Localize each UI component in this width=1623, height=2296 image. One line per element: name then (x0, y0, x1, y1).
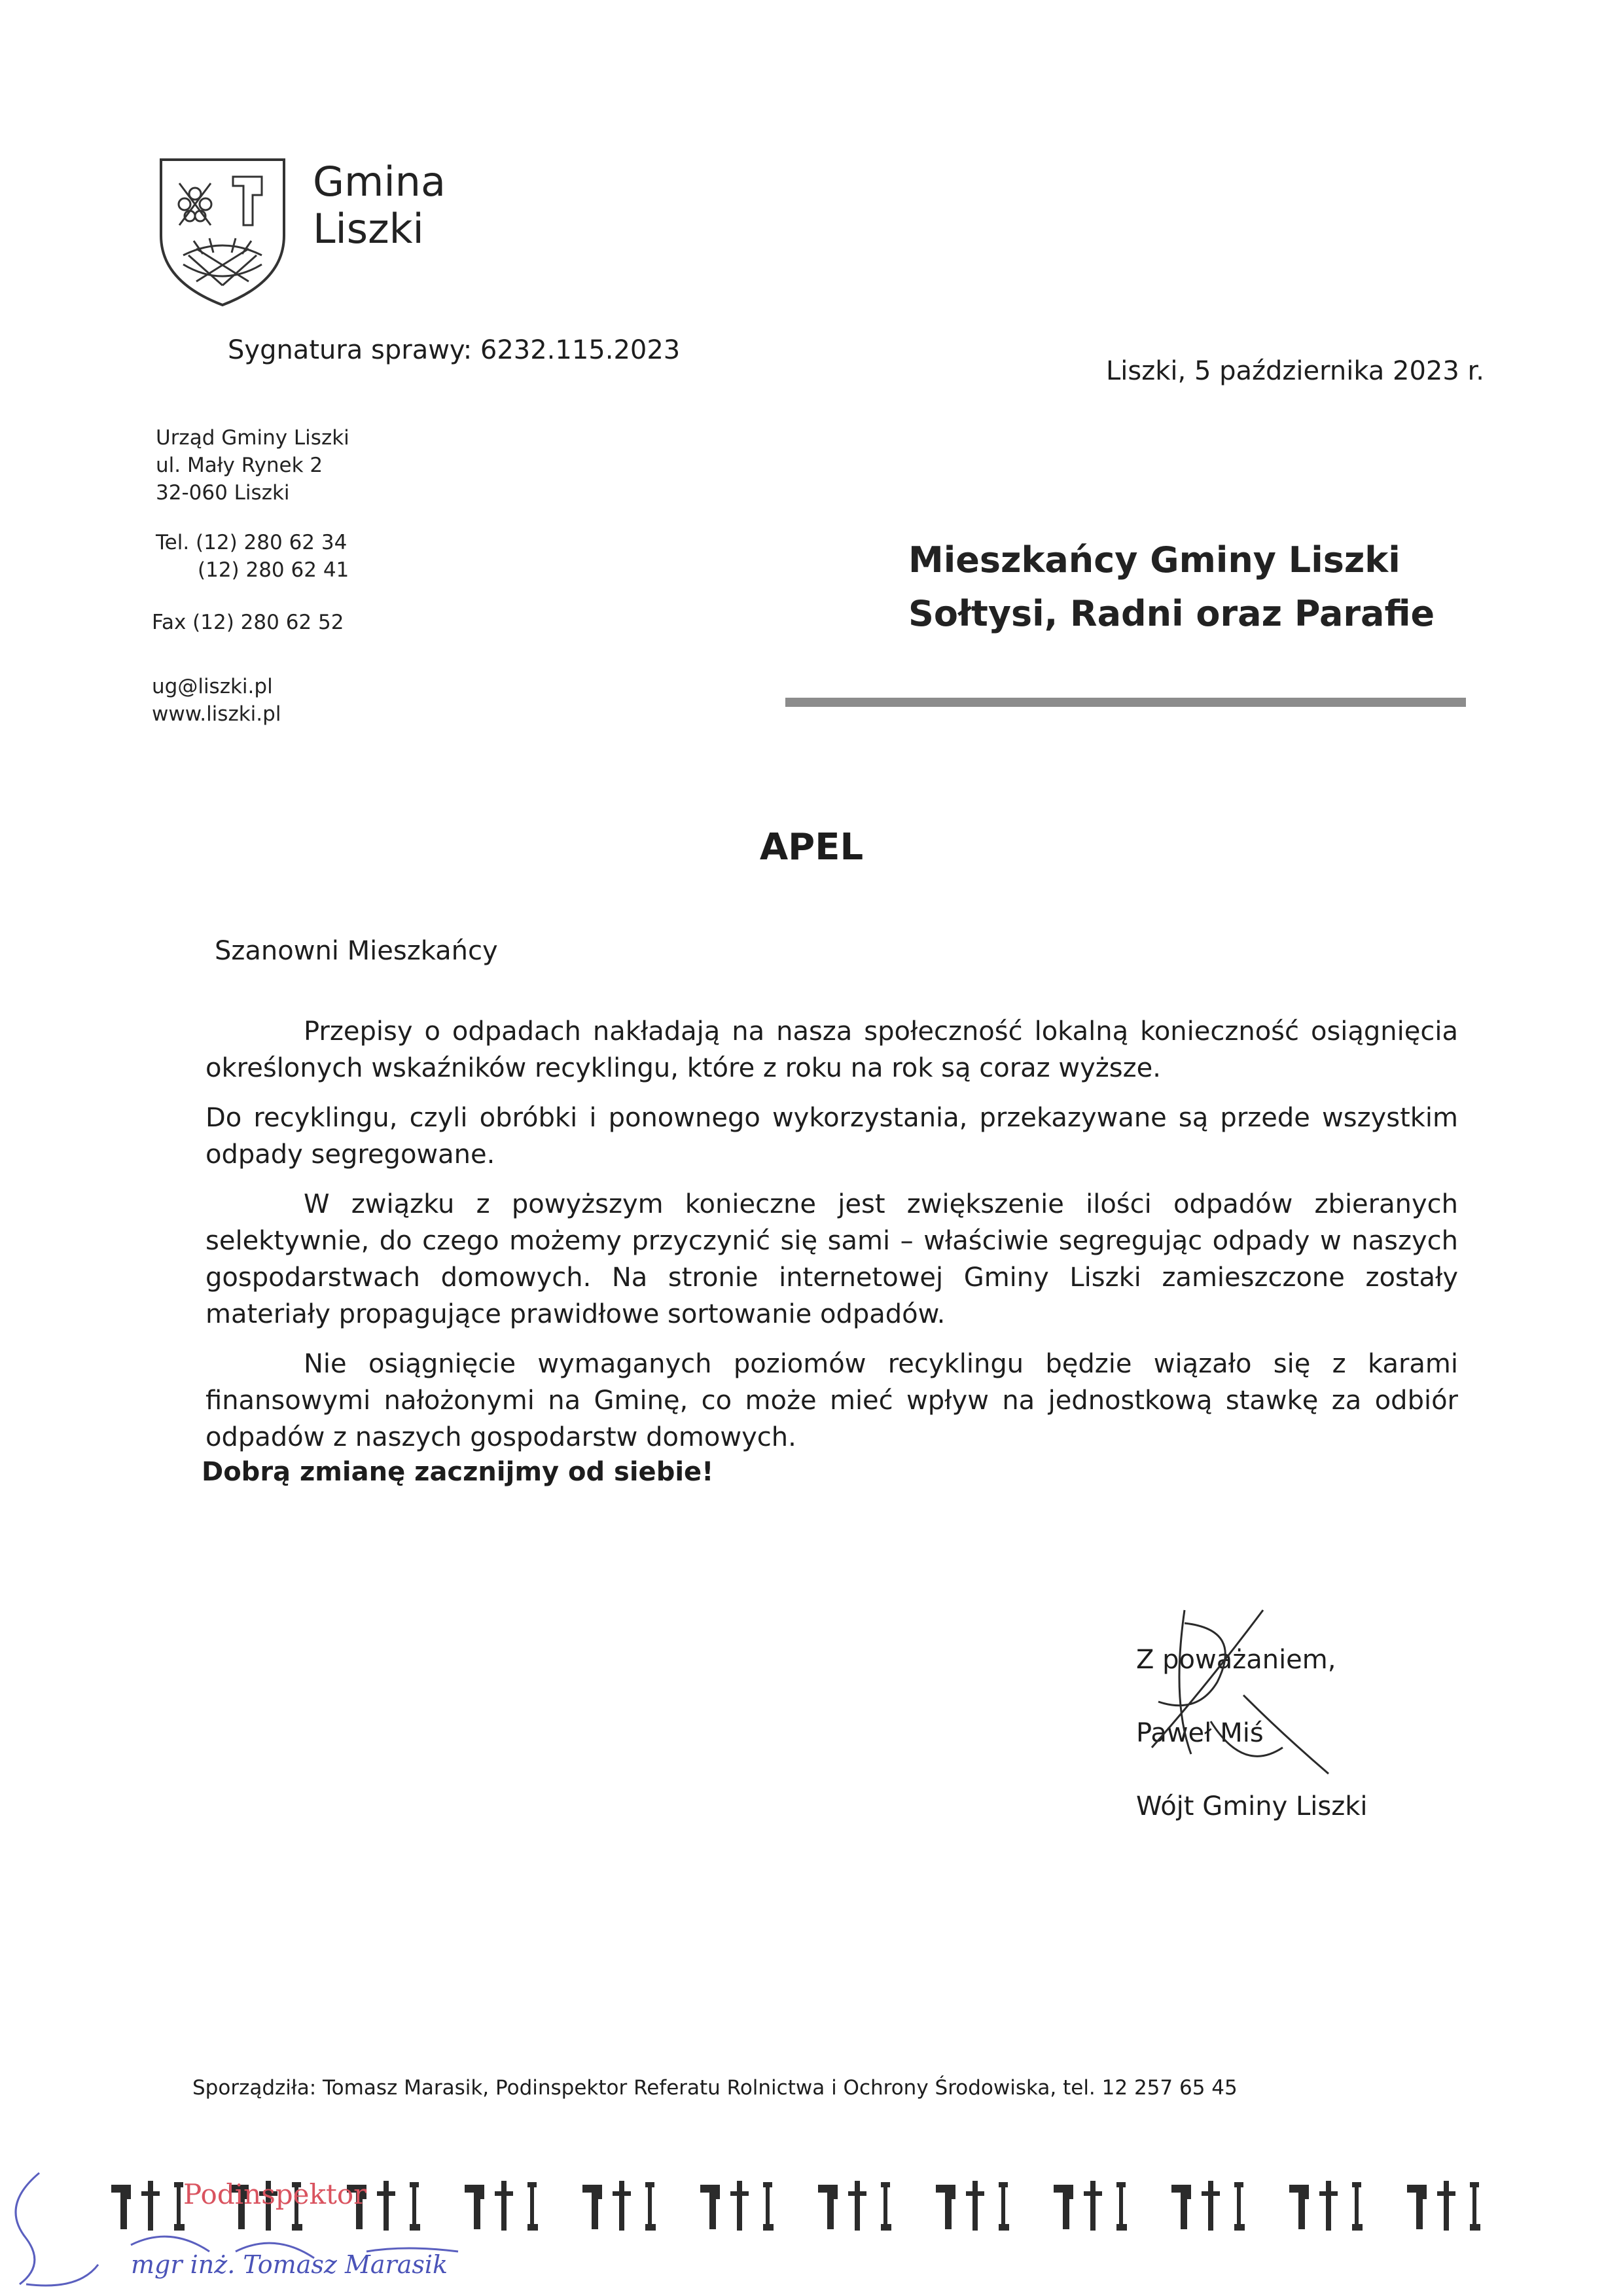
prepared-by: Sporządziła: Tomasz Marasik, Podinspektor Referatu Rolnictwa i Ochrony Środowiska, tel. 12 257 65 45 (192, 2076, 1238, 2100)
address-tel-1: Tel. (12) 280 62 34 (156, 531, 348, 554)
address-street: ul. Mały Rynek 2 (156, 454, 323, 477)
letter-title: APEL (759, 826, 864, 869)
paragraph: Przepisy o odpadach nakładają na nasza społeczność lokalną konieczność osiągnięcia określonych wskaźników recyklingu, które z roku na rok są coraz wyższe. (205, 1016, 1458, 1083)
letter-closing: Dobrą zmianę zacznijmy od siebie! (202, 1457, 714, 1487)
recipients (908, 533, 1435, 641)
signature-regards: Z poważaniem, (1136, 1645, 1336, 1675)
address-www: www.liszki.pl (152, 702, 281, 726)
handwritten-signature (1113, 1584, 1361, 1800)
letter-greeting: Szanowni Mieszkańcy (215, 936, 498, 966)
address-city: 32-060 Liszki (156, 481, 290, 505)
stamp-title: Podinspektor (183, 2178, 367, 2210)
signature-name: Paweł Miś (1136, 1718, 1264, 1748)
brand-line-2: Liszki (313, 205, 424, 253)
paragraph: Do recyklingu, czyli obróbki i ponownego wykorzystania, przekazywane są przede wszystkim odpady segregowane. (205, 1103, 1458, 1170)
paragraph: Nie osiągnięcie wymaganych poziomów recyklingu będzie wiązało się z karami finansowymi nałożonymi na Gminę, co może mieć wpływ na jednostkową stawkę za odbiór odpadów z naszych gospodarstw domowych. (205, 1349, 1458, 1452)
place-date: Liszki, 5 października 2023 r. (1106, 356, 1485, 386)
address-email: ug@liszki.pl (152, 675, 273, 698)
header-divider (785, 698, 1466, 707)
coat-of-arms-icon (157, 157, 288, 308)
case-number: Sygnatura sprawy: 6232.115.2023 (228, 335, 681, 365)
recipients-line-2: Sołtysi, Radni oraz Parafie (908, 593, 1435, 634)
municipality-brand (313, 158, 446, 253)
recipients-line-1: Mieszkańcy Gminy Liszki (908, 539, 1400, 581)
signature-role: Wójt Gminy Liszki (1136, 1791, 1368, 1821)
brand-line-1: Gmina (313, 158, 446, 206)
stamp-name: mgr inż. Tomasz Marasik (131, 2250, 448, 2279)
paragraph: W związku z powyższym konieczne jest zwiększenie ilości odpadów zbieranych selektywnie, do czego możemy przyczynić się sami – właściwie segregując odpady w naszych gospodarstwach domowych. Na stronie internetowej Gminy Liszki zamieszczone zostały materiały propagujące prawidłowe sortowanie odpadów. (205, 1189, 1458, 1329)
letter-body (205, 1013, 1458, 1469)
address-office: Urząd Gminy Liszki (156, 426, 349, 450)
address-tel-2: (12) 280 62 41 (198, 558, 349, 582)
address-fax: Fax (12) 280 62 52 (152, 611, 344, 634)
